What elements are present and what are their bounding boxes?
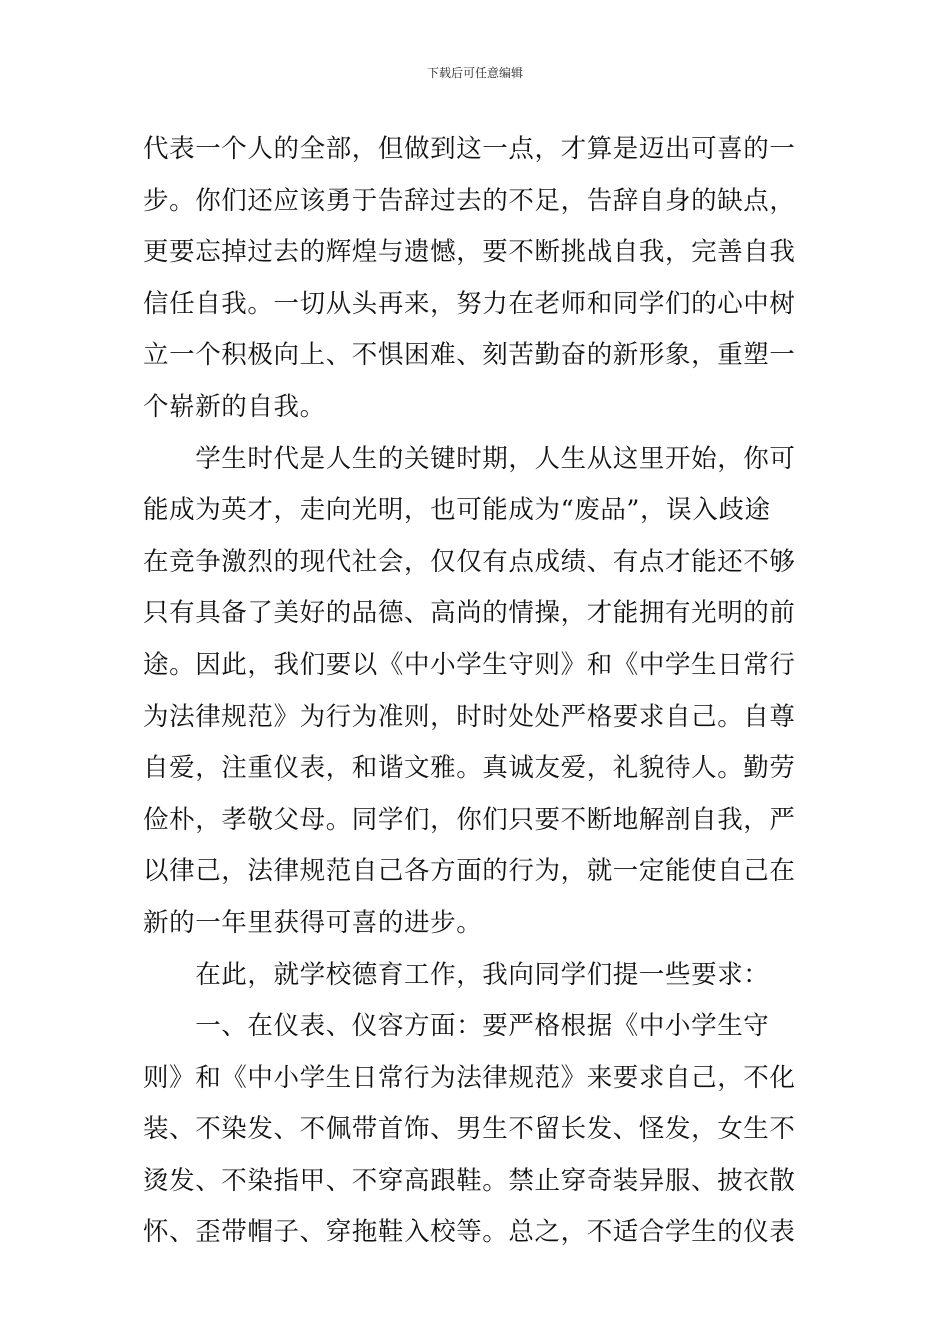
text-line: 自爱，注重仪表，和谐文雅。真诚友爱，礼貌待人。勤劳 [143,753,796,784]
text-line: 学生时代是人生的关键时期，人生从这里开始，你可 [143,443,796,474]
text-line: 俭朴，孝敬父母。同学们，你们只要不断地解剖自我，严 [143,804,796,835]
text-line: 为法律规范》为行为准则，时时处处严格要求自己。自尊 [143,701,796,732]
text-line: 更要忘掉过去的辉煌与遗憾，要不断挑战自我，完善自我 [143,237,796,268]
text-line: 能成为英才，走向光明，也可能成为“废品”，误入歧途 [143,495,771,526]
text-line: 信任自我。一切从头再来，努力在老师和同学们的心中树 [143,288,796,319]
text-line: 途。因此，我们要以《中小学生守则》和《中学生日常行 [143,649,796,680]
text-line: 代表一个人的全部，但做到这一点，才算是迈出可喜的一 [143,134,796,164]
text-line: 烫发、不染指甲、不穿高跟鞋。禁止穿奇装异服、披衣散 [143,1165,796,1196]
text-line: 怀、歪带帽子、穿拖鞋入校等。总之，不适合学生的仪表 [143,1217,796,1248]
text-line: 装、不染发、不佩带首饰、男生不留长发、怪发，女生不 [143,1114,796,1145]
document-body [143,124,813,1259]
text-line: 只有具备了美好的品德、高尚的情操，才能拥有光明的前 [143,598,796,629]
page-header: 下载后可任意编辑 [426,66,523,80]
text-line: 以律己，法律规范自己各方面的行为，就一定能使自己在 [143,856,796,887]
text-line: 新的一年里获得可喜的进步。 [143,907,483,938]
text-line: 则》和《中小学生日常行为法律规范》来要求自己，不化 [143,1062,796,1093]
text-line: 个崭新的自我。 [143,391,326,422]
text-line: 立一个积极向上、不惧困难、刻苦勤奋的新形象，重塑一 [143,340,796,371]
text-line: 在竞争激烈的现代社会，仅仅有点成绩、有点才能还不够 [143,546,796,577]
text-line: 步。你们还应该勇于告辞过去的不足，告辞自身的缺点， [143,185,796,216]
text-line: 一、在仪表、仪容方面：要严格根据《中小学生守 [143,1011,770,1042]
text-line: 在此，就学校德育工作，我向同学们提一些要求： [143,959,770,990]
